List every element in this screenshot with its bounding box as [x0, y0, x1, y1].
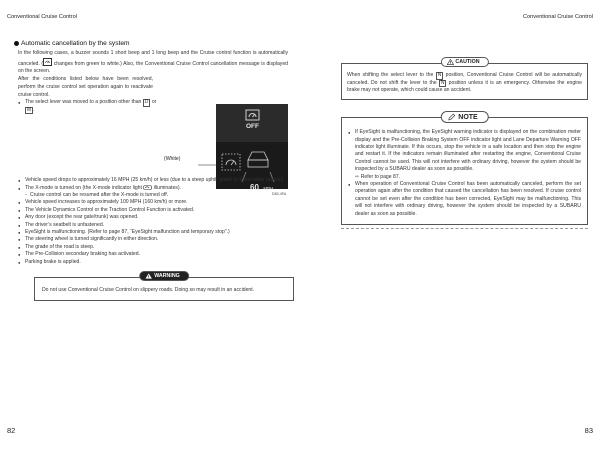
list-item: ● The steering wheel is turned significantly in either direction. [18, 236, 288, 243]
key-n: N [437, 72, 442, 78]
list-item: ● The grade of the road is steep. [18, 244, 288, 251]
right-column [341, 40, 588, 229]
key-n: N [440, 79, 445, 86]
page-number-right: 83 [584, 426, 593, 435]
meter-speed: 60 MPH [250, 183, 274, 192]
warning-text: Do not use Conventional Cruise Control on slippery roads. Doing so may result in an accident. [42, 287, 255, 294]
key-d: D [144, 99, 149, 106]
list-item: ● EyeSight is malfunctioning. (Refer to page 87, “EyeSight malfunction and temporary stop”.) [18, 229, 288, 236]
pencil-icon [447, 113, 455, 121]
caution-tag: CAUTION [440, 57, 488, 67]
cancel-conditions-list [18, 177, 288, 266]
note-box [341, 113, 588, 225]
arrow-icon: ⇨ [355, 173, 360, 180]
list-item: ● Vehicle speed drops to approximately 16 MPH (25 km/h) or less (due to a steep uphill grade or some other reason). [18, 177, 288, 184]
xmode-indicator-icon [143, 185, 152, 190]
warning-tag: WARNING [139, 271, 189, 281]
header-left: Conventional Cruise Control [7, 14, 77, 20]
meter-off-text: OFF [246, 123, 259, 130]
list-item: ● Any door (except the rear gate/trunk) was opened. [18, 214, 288, 221]
caution-text: When shifting the select lever to the N position, Conventional Cruise Control will be automatically canceled. Do not shift the lever to the N position unless it is an emergency. Otherwise the engine brake may not operate, which could cause an accident. [347, 72, 583, 94]
section-title-text: Automatic cancellation by the system [21, 40, 130, 47]
warning-triangle-icon [145, 273, 152, 279]
list-item: ● The driver’s seatbelt is unfastened. [18, 222, 288, 229]
list-item: ● Vehicle speed increases to approximately 100 MPH (160 km/h) or more. [18, 199, 288, 206]
cruise-indicator-icon [43, 58, 52, 66]
bullet-dot-icon [14, 41, 19, 46]
page-number-left: 82 [7, 426, 16, 435]
list-item: ● Parking brake is applied. [18, 259, 288, 266]
divider [341, 228, 588, 229]
after-paragraph: After the conditions listed below have been resolved, perform the cruise control set operation again to reactivate cruise control. [18, 76, 153, 98]
list-item: ● The X-mode is turned on (the X-mode indicator light illuminates). [18, 185, 288, 192]
note-item: ● When operation of Conventional Cruise Control has been automatically canceled, perform the set operation again after the condition that caused the cancellation has been resolved. If cruise control cannot be set even after the condition has been corrected, EyeSight may be malfunctioning. This will not interfere with ordinary driving, however the system should be inspected by a SUBARU dealer as soon as possible. [348, 181, 581, 218]
note-item: ● If EyeSight is malfunctioning, the EyeSight warning indicator is displayed on the combination meter display and the Pre-Collision Braking System OFF indicator light and Lane Departure Warning OFF indicator light illuminate. If this occurs, stop the vehicle in a safe location and then stop the engine and restart it. If the indicators remain illuminated after restarting the engine, Conventional Cruise Control cannot be used. This will not interfere with ordinary driving, however the system should be inspected by a SUBARU dealer as soon as possible. [348, 129, 581, 173]
caution-box [341, 59, 588, 100]
note-tag: NOTE [440, 111, 488, 123]
intro-paragraph: In the following cases, a buzzer sounds 1 short beep and 1 long beep and the Cruise control function is automatically canceled. ( changes from green to white.) Also, the Conventional Cruise Control cancellation message is displayed on the screen. [18, 50, 288, 75]
left-column [18, 40, 288, 301]
section-title [14, 40, 288, 47]
note-ref: ⇨ Refer to page 87. [355, 173, 401, 180]
key-m: M [27, 106, 32, 113]
header-right: Conventional Cruise Control [523, 14, 593, 20]
list-item: ● The Vehicle Dynamics Control or the Traction Control Function is activated. [18, 207, 288, 214]
list-item: ● The Pre-Collision secondary braking has activated. [18, 251, 288, 258]
figure-label: (White) [164, 156, 181, 162]
figure-code: D82-4FA [272, 192, 287, 196]
warning-box [34, 273, 294, 301]
list-subitem: - Cruise control can be resumed after the X-mode is turned off. [18, 192, 288, 199]
caution-triangle-icon [446, 59, 453, 65]
select-lever-bullet: ● The select lever was moved to a position other than D or M . [18, 99, 160, 114]
